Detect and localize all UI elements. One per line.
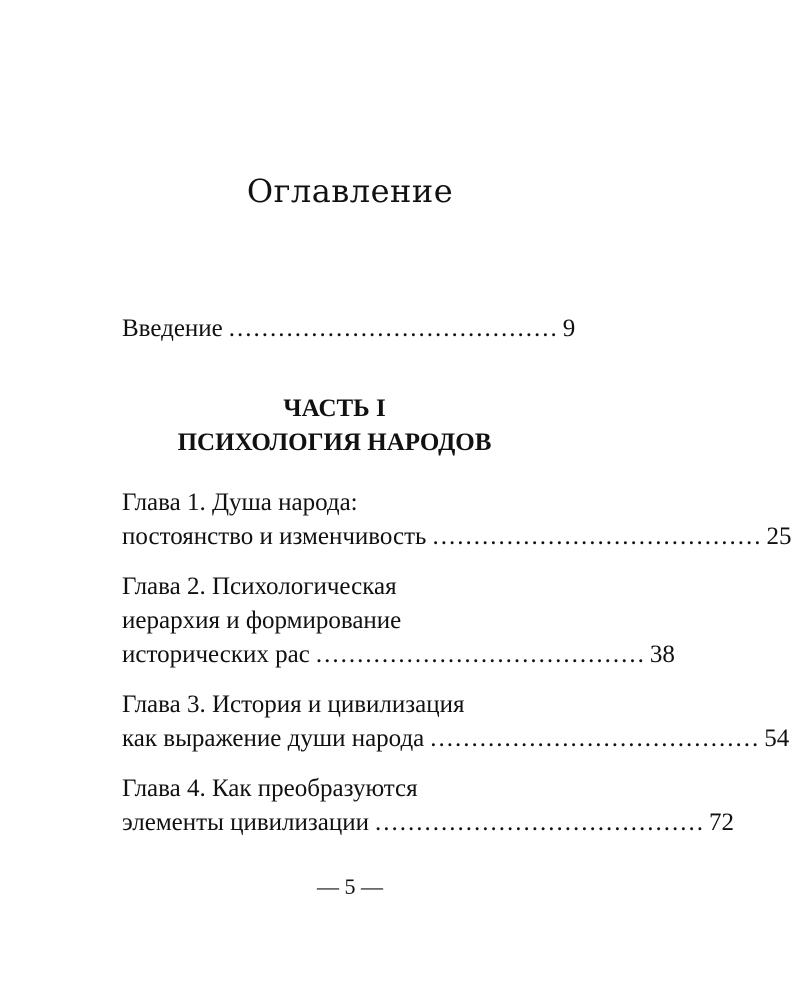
toc-entry-label: Введение (122, 315, 223, 342)
toc-page-number: 38 (649, 641, 675, 668)
toc-entry-label: Глава 1. Душа народа: (122, 489, 358, 516)
page-title: Оглавление (246, 172, 454, 210)
toc-entry-label: Глава 2. Психологическая (122, 573, 397, 600)
toc-entry-label: исторических рас (122, 641, 310, 668)
part-number: ЧАСТЬ I (283, 395, 386, 422)
page-folio: — 5 — (317, 874, 383, 899)
toc-entry-chapter-2[interactable] (122, 570, 675, 672)
toc-entry-label: иерархия и формирование (122, 607, 402, 634)
toc-entry-chapter-4[interactable] (122, 772, 735, 840)
toc-entry-chapter-1[interactable] (122, 486, 791, 554)
toc-page-number: 54 (764, 725, 790, 752)
toc-entry-label: Глава 4. Как преобразуются (122, 775, 418, 802)
dot-leader: ........................................ (432, 523, 763, 550)
part-title: ПСИХОЛОГИЯ НАРОДОВ (177, 429, 492, 456)
dot-leader: ........................................ (430, 725, 761, 752)
part-heading (122, 392, 547, 460)
toc-entry-label: как выражение души народа (122, 725, 425, 752)
toc-entry-label: постоянство и изменчивость (122, 523, 427, 550)
dot-leader: ........................................ (375, 809, 706, 836)
toc-page-number: 25 (766, 523, 791, 550)
dot-leader: ........................................ (228, 315, 559, 342)
dot-leader: ........................................ (315, 641, 646, 668)
toc-entry-label: элементы цивилизации (122, 809, 370, 836)
toc-page-number: 9 (562, 315, 576, 342)
toc-entry-chapter-3[interactable] (122, 688, 790, 756)
toc-entry-label: Глава 3. История и цивилизация (122, 691, 465, 718)
toc-entry-intro[interactable] (122, 312, 576, 346)
toc-page-number: 72 (709, 809, 735, 836)
